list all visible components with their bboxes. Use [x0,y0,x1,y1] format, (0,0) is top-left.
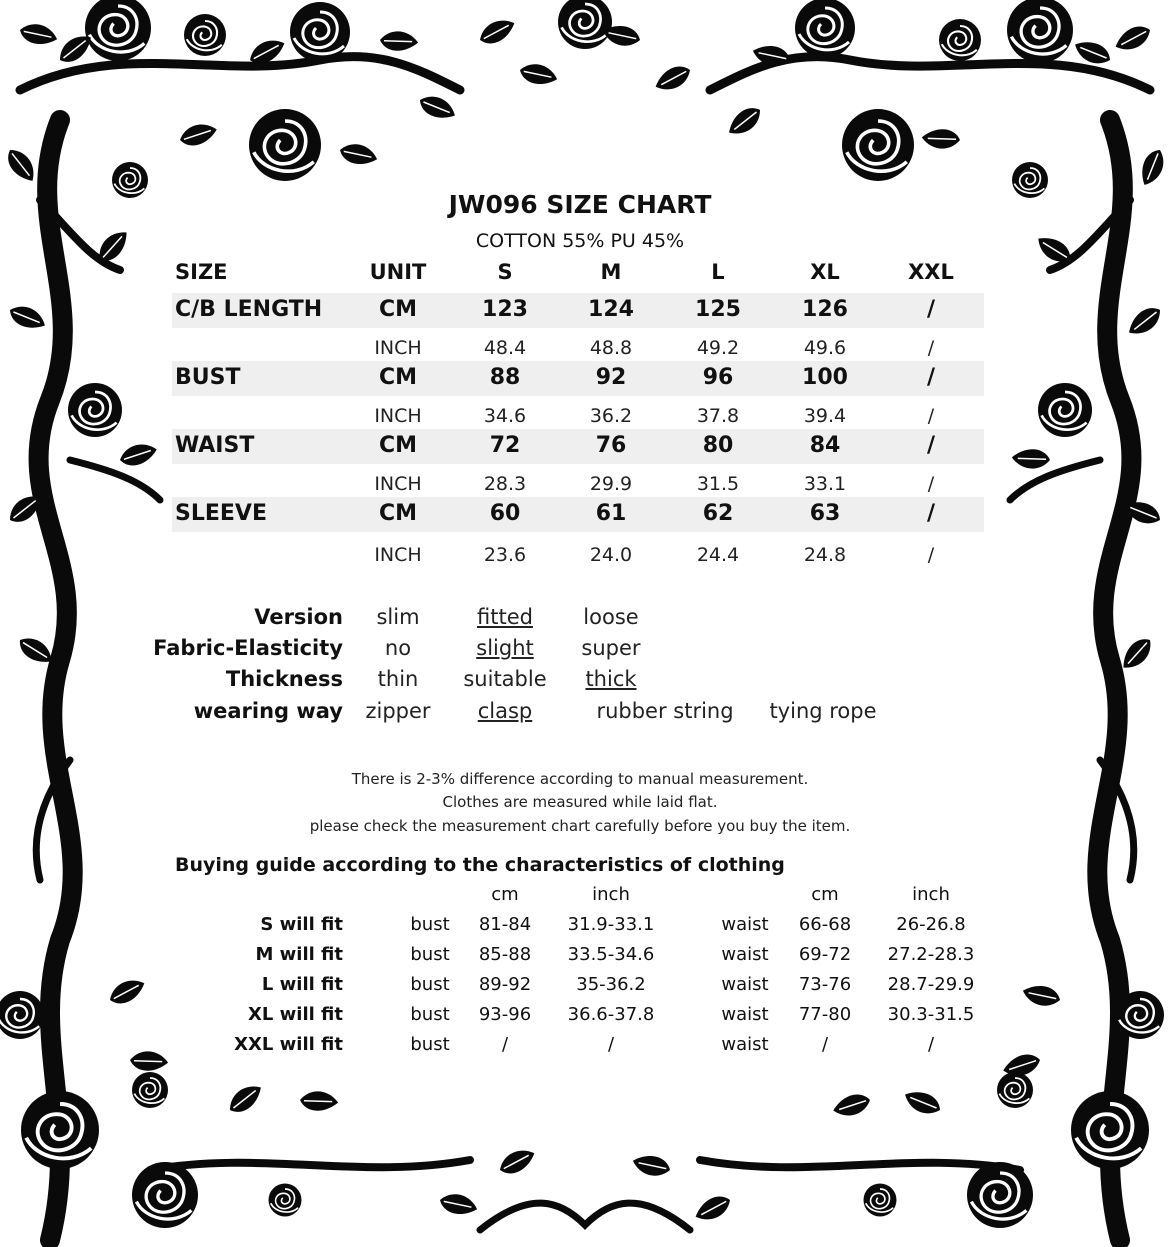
waist-cm-value: 73-76 [798,974,852,995]
waist-inch-value: 27.2-28.3 [887,944,975,965]
waist-inch-value: 30.3-31.5 [887,1004,975,1025]
waist-cm-value: 66-68 [798,914,852,935]
size-value-cell: / [926,433,936,458]
fit-size-label: XXL will fit [234,1034,343,1055]
elasticity-option: super [581,636,641,660]
wearing-way-option: tying rope [769,699,877,723]
bust-cm-value: 85-88 [478,944,532,965]
size-value-cell: / [927,544,935,566]
size-value-cell: / [926,297,936,322]
unit-header: UNIT [369,260,427,284]
size-value-cell: 96 [702,365,734,390]
size-m-header: M [600,260,622,284]
unit-cell: INCH [374,544,422,566]
size-value-cell: 24.0 [589,544,633,566]
thickness-option: thin [377,667,419,691]
size-value-cell: 84 [809,433,841,458]
elasticity-option: no [384,636,412,660]
size-value-cell: 23.6 [483,544,527,566]
wearing-way-option-selected: clasp [477,699,533,723]
row-band [172,361,984,396]
waist-cm-value: / [821,1034,829,1055]
size-value-cell: / [926,501,936,526]
measurement-label: SLEEVE [175,501,267,526]
unit-cell: INCH [374,405,422,427]
fit-size-label: XL will fit [248,1004,343,1025]
waist-inch-header: inch [912,884,950,905]
row-band [172,497,984,532]
bust-inch-value: 36.6-37.8 [567,1004,655,1025]
measurement-note: There is 2-3% difference according to manual measurement. [351,770,809,788]
bust-label: bust [410,914,450,935]
measurement-label: WAIST [175,433,255,458]
unit-cell: CM [378,433,418,458]
size-value-cell: 123 [482,297,528,322]
waist-inch-value: 26-26.8 [896,914,966,935]
fit-size-label: S will fit [260,914,343,935]
size-value-cell: 126 [802,297,848,322]
size-value-cell: 61 [595,501,627,526]
elasticity-option-selected: slight [476,636,534,660]
waist-label: waist [721,1004,769,1025]
bust-cm-header: cm [491,884,519,905]
elasticity-label: Fabric-Elasticity [153,636,343,660]
size-value-cell: 62 [702,501,734,526]
size-value-cell: 49.6 [803,337,847,359]
size-l-header: L [711,260,725,284]
bust-label: bust [410,974,450,995]
size-value-cell: / [926,365,936,390]
size-xl-header: XL [810,260,840,284]
unit-cell: INCH [374,337,422,359]
unit-cell: CM [378,297,418,322]
wearing-way-label: wearing way [193,699,343,723]
waist-inch-value: 28.7-29.9 [887,974,975,995]
bust-inch-value: 33.5-34.6 [567,944,655,965]
size-value-cell: 124 [588,297,634,322]
bust-label: bust [410,1034,450,1055]
waist-cm-value: 77-80 [798,1004,852,1025]
size-value-cell: 125 [695,297,741,322]
fit-size-label: M will fit [255,944,343,965]
waist-label: waist [721,974,769,995]
measurement-label: C/B LENGTH [175,297,323,322]
waist-cm-value: 69-72 [798,944,852,965]
thickness-option: suitable [463,667,547,691]
size-value-cell: 80 [702,433,734,458]
size-value-cell: 63 [809,501,841,526]
measurement-note: please check the measurement chart carefully before you buy the item. [309,817,851,835]
waist-label: waist [721,914,769,935]
version-label: Version [254,605,343,629]
size-value-cell: 34.6 [483,405,527,427]
bust-cm-value: 89-92 [478,974,532,995]
size-value-cell: 24.4 [696,544,740,566]
size-value-cell: 72 [489,433,521,458]
measurement-label: BUST [175,365,241,390]
bust-inch-header: inch [592,884,630,905]
bust-label: bust [410,944,450,965]
waist-label: waist [721,1034,769,1055]
bust-inch-value: / [607,1034,615,1055]
unit-cell: INCH [374,473,422,495]
buying-guide-title: Buying guide according to the characteristics of clothing [175,854,785,876]
bust-inch-value: 31.9-33.1 [567,914,655,935]
size-value-cell: / [927,473,935,495]
version-option: slim [376,605,420,629]
waist-label: waist [721,944,769,965]
version-option-selected: fitted [477,605,533,629]
size-value-cell: 48.8 [589,337,633,359]
size-value-cell: 24.8 [803,544,847,566]
size-value-cell: 36.2 [589,405,633,427]
size-value-cell: 33.1 [803,473,847,495]
fit-size-label: L will fit [261,974,343,995]
unit-cell: CM [378,365,418,390]
version-option: loose [583,605,639,629]
size-value-cell: 88 [489,365,521,390]
page-title: JW096 SIZE CHART [448,190,712,219]
size-value-cell: / [927,337,935,359]
size-value-cell: 49.2 [696,337,740,359]
size-value-cell: 29.9 [589,473,633,495]
row-band [172,429,984,464]
size-value-cell: 76 [595,433,627,458]
wearing-way-option: rubber string [596,699,734,723]
thickness-option-selected: thick [585,667,637,691]
waist-cm-header: cm [811,884,839,905]
size-value-cell: 31.5 [696,473,740,495]
size-value-cell: 48.4 [483,337,527,359]
size-value-cell: / [927,405,935,427]
waist-inch-value: / [927,1034,935,1055]
page-subtitle: COTTON 55% PU 45% [475,230,685,252]
size-value-cell: 100 [802,365,848,390]
size-value-cell: 37.8 [696,405,740,427]
bust-cm-value: / [501,1034,509,1055]
bust-cm-value: 81-84 [478,914,532,935]
size-xxl-header: XXL [908,260,954,284]
bust-inch-value: 35-36.2 [576,974,646,995]
unit-cell: CM [378,501,418,526]
bust-label: bust [410,1004,450,1025]
size-header: SIZE [175,260,228,284]
measurement-note: Clothes are measured while laid flat. [442,793,718,811]
wearing-way-option: zipper [365,699,431,723]
bust-cm-value: 93-96 [478,1004,532,1025]
size-value-cell: 60 [489,501,521,526]
thickness-label: Thickness [225,667,343,691]
size-value-cell: 92 [595,365,627,390]
size-s-header: S [497,260,513,284]
size-value-cell: 39.4 [803,405,847,427]
size-value-cell: 28.3 [483,473,527,495]
